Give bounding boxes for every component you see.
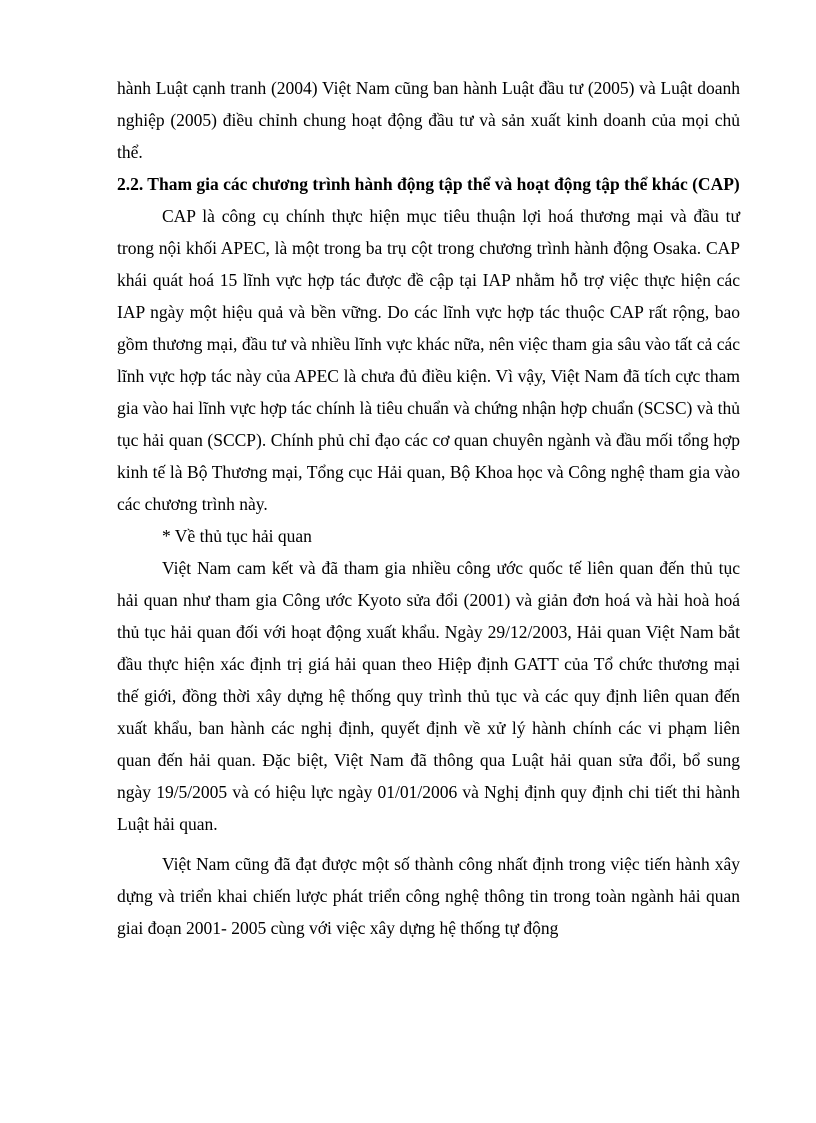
paragraph-customs: Việt Nam cam kết và đã tham gia nhiều công ước quốc tế liên quan đến thủ tục hải quan như tham gia Công ước Kyoto sửa đổi (2001) và giản đơn hoá và hài hoà hoá thủ tục hải quan đối với hoạt động xuất khẩu. Ngày 29/12/2003, Hải quan Việt Nam bắt đầu thực hiện xác định trị giá hải quan theo Hiệp định GATT của Tổ chức thương mại thế giới, đồng thời xây dựng hệ thống quy trình thủ tục và các quy định liên quan đến xuất khẩu, ban hành các nghị định, quyết định về xử lý hành chính các vi phạm liên quan đến hải quan. Đặc biệt, Việt Nam đã thông qua Luật hải quan sửa đổi, bổ sung ngày 19/5/2005 và có hiệu lực ngày 01/01/2006 và Nghị định quy định chi tiết thi hành Luật hải quan. [117,558,740,834]
paragraph-it: Việt Nam cũng đã đạt được một số thành công nhất định trong việc tiến hành xây dựng và triển khai chiến lược phát triển công nghệ thông tin trong toàn ngành hải quan giai đoạn 2001- 2005 cùng với việc xây dựng hệ thống tự động [117,854,740,938]
section-heading-2-2: 2.2. Tham gia các chương trình hành động tập thể và hoạt động tập thể khác (CAP) [117,174,740,194]
paragraph-cap: CAP là công cụ chính thực hiện mục tiêu thuận lợi hoá thương mại và đầu tư trong nội khối APEC, là một trong ba trụ cột trong chương trình hành động Osaka. CAP khái quát hoá 15 lĩnh vực hợp tác được đề cập tại IAP nhằm hỗ trợ việc thực hiện các IAP ngày một hiệu quả và bền vững. Do các lĩnh vực hợp tác thuộc CAP rất rộng, bao gồm thương mại, đầu tư và nhiều lĩnh vực khác nữa, nên việc tham gia sâu vào tất cả các lĩnh vực hợp tác này của APEC là chưa đủ điều kiện. Vì vậy, Việt Nam đã tích cực tham gia vào hai lĩnh vực hợp tác chính là tiêu chuẩn và chứng nhận hợp chuẩn (SCSC) và thủ tục hải quan (SCCP). Chính phủ chỉ đạo các cơ quan chuyên ngành và đầu mối tổng hợp kinh tế là Bộ Thương mại, Tổng cục Hải quan, Bộ Khoa học và Công nghệ tham gia vào các chương trình này. [117,206,740,514]
paragraph-intro: hành Luật cạnh tranh (2004) Việt Nam cũng ban hành Luật đầu tư (2005) và Luật doanh nghiệp (2005) điều chỉnh chung hoạt động đầu tư và sản xuất kinh doanh của mọi chủ thể. [117,78,740,162]
document-page [117,72,740,944]
subheading-customs: * Về thủ tục hải quan [162,526,312,546]
